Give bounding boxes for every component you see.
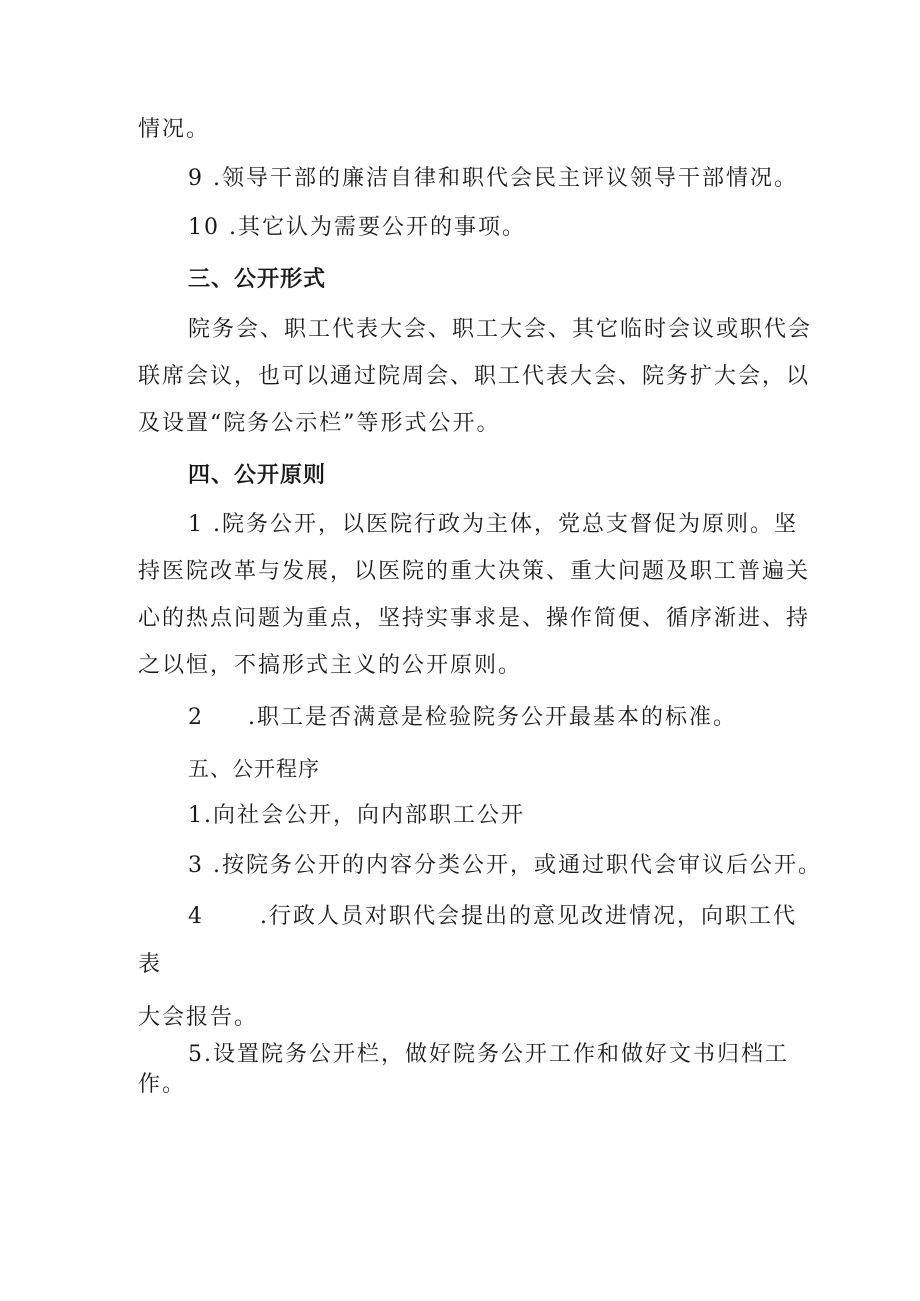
list-item-9	[188, 164, 798, 194]
list-number: 9	[188, 166, 204, 191]
paragraph-line: 情况。	[138, 117, 211, 142]
section-heading-3: 三、公开形式	[188, 267, 327, 292]
list-item-1: 1.向社会公开，向内部职工公开	[188, 803, 525, 828]
paragraph-line: 表	[138, 952, 163, 977]
paragraph-line: 心的热点问题为重点，坚持实事求是、操作简便、循序渐进、持	[138, 606, 811, 631]
paragraph-line: 联席会议，也可以通过院周会、职工代表大会、院务扩大会，以	[138, 364, 811, 389]
list-item-2	[188, 703, 737, 733]
paragraph-line: 及设置“院务公示栏”等形式公开。	[138, 411, 501, 436]
list-item-3	[188, 851, 822, 881]
list-item-5: 5.设置院务公开栏，做好院务公开工作和做好文书归档工	[188, 1042, 789, 1067]
list-number: 4	[188, 904, 204, 929]
paragraph-line: 院务会、职工代表大会、职工大会、其它临时会议或职代会	[188, 317, 813, 342]
paragraph-line: 之以恒，不搞形式主义的公开原则。	[138, 653, 523, 678]
section-heading-5: 五、公开程序	[188, 757, 320, 781]
list-text: .领导干部的廉洁自律和职代会民主评议领导干部情况。	[213, 166, 798, 191]
list-text: .其它认为需要公开的事项。	[229, 215, 526, 240]
list-item-1	[188, 510, 798, 540]
list-text: .按院务公开的内容分类公开，或通过职代会审议后公开。	[213, 853, 822, 878]
list-number: 3	[188, 853, 204, 878]
section-heading-4: 四、公开原则	[188, 463, 327, 488]
paragraph-line: 大会报告。	[138, 1005, 259, 1030]
list-text: .职工是否满意是检验院务公开最基本的标准。	[248, 705, 737, 730]
list-text: .院务公开，以医院行政为主体，党总支督促为原则。坚	[213, 512, 798, 537]
list-number: 10	[188, 215, 220, 240]
list-item-4	[188, 902, 797, 932]
list-number: 1	[188, 512, 204, 537]
list-text: .行政人员对职代会提出的意见改进情况，向职工代	[260, 904, 797, 929]
paragraph-line: 持医院改革与发展，以医院的重大决策、重大问题及职工普遍关	[138, 559, 811, 584]
paragraph-line: 作。	[138, 1072, 187, 1097]
list-number: 2	[188, 705, 204, 730]
list-item-10	[188, 213, 526, 243]
